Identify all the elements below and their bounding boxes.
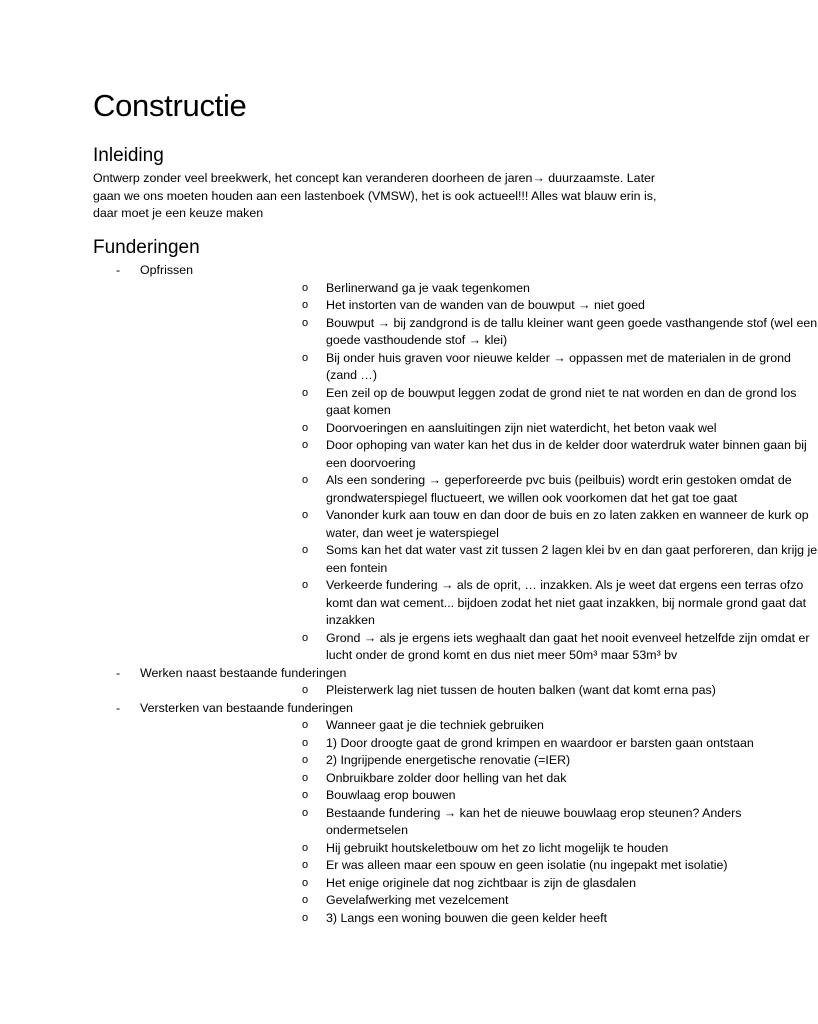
sub-list-item <box>140 717 818 735</box>
inleiding-paragraph: Ontwerp zonder veel breekwerk, het concept kan veranderen doorheen de jaren→ duurzaamste. Later gaan we ons moeten houden aan een lastenboek (VMSW), het is ook actueel!!! Alles wat blauw erin is, daar moet je een keuze maken <box>93 171 657 220</box>
funderingen-list <box>0 262 818 927</box>
circle-bullet-icon: o <box>302 719 309 731</box>
circle-bullet-icon: o <box>302 421 309 434</box>
sub-list-item-text: Bouwlaag erop bouwen <box>326 788 456 802</box>
sub-list-item <box>140 420 818 438</box>
sub-list-item <box>140 805 818 840</box>
sub-list-item <box>140 507 818 542</box>
sub-list-item-text: Verkeerde fundering → als de oprit, … inzakken. Als je weet dat ergens een terras ofzo komt dan wat cement... bijdoen zodat het niet gaat inzakken, bij normale grond gaat dat inzakken <box>326 578 807 627</box>
sub-list-item <box>140 385 818 420</box>
list-item-label: Versterken van bestaande funderingen <box>140 700 353 715</box>
sub-list-item-text: Onbruikbare zolder door helling van het dak <box>326 770 567 785</box>
sub-list-item-text: Pleisterwerk lag niet tussen de houten balken (want dat komt erna pas) <box>326 683 716 697</box>
circle-bullet-icon: o <box>302 509 309 521</box>
sub-list-item <box>140 350 818 385</box>
circle-bullet-icon: o <box>302 579 309 591</box>
sub-list-item <box>140 437 818 472</box>
circle-bullet-icon: o <box>302 544 309 556</box>
sub-list-item <box>140 770 818 788</box>
list-item <box>0 262 818 665</box>
circle-bullet-icon: o <box>302 351 309 364</box>
sub-list-item <box>140 892 818 910</box>
circle-bullet-icon: o <box>302 859 309 871</box>
circle-bullet-icon: o <box>302 439 309 451</box>
circle-bullet-icon: o <box>302 754 309 766</box>
sub-list-item <box>140 735 818 753</box>
sub-list-item-text: Doorvoeringen en aansluitingen zijn niet waterdicht, het beton vaak wel <box>326 420 717 435</box>
sub-list-item-text: Bestaande fundering → kan het de nieuwe bouwlaag erop steunen? Anders ondermetselen <box>326 805 742 837</box>
heading-inleiding: Inleiding <box>93 145 164 166</box>
sub-list-item-text: 2) Ingrijpende energetische renovatie (=IER) <box>326 753 571 767</box>
sub-list-item-text: Vanonder kurk aan touw en dan door de buis en zo laten zakken en wanneer de kurk op water, dan weet je waterspiegel <box>326 508 809 540</box>
circle-bullet-icon: o <box>302 876 309 889</box>
sub-list-item <box>140 682 818 700</box>
circle-bullet-icon: o <box>302 281 309 294</box>
sub-list-item-text: Door ophoping van water kan het dus in de kelder door waterdruk water binnen gaan bij een doorvoering <box>326 438 807 470</box>
sub-list-item <box>140 542 818 577</box>
sub-list-item <box>140 840 818 858</box>
list-item-label: Opfrissen <box>140 263 194 277</box>
circle-bullet-icon: o <box>302 474 309 486</box>
document-title: Constructie <box>93 88 247 123</box>
sub-list-item <box>140 472 818 507</box>
sub-list-item-text: Bouwput → bij zandgrond is de tallu kleiner want geen goede vasthangende stof (wel een goede vasthoudende stof → klei) <box>326 315 818 347</box>
sub-list-item <box>140 910 818 928</box>
sub-list-item <box>140 752 818 770</box>
circle-bullet-icon: o <box>302 771 309 784</box>
circle-bullet-icon: o <box>302 386 309 399</box>
list-item-label: Werken naast bestaande funderingen <box>140 665 347 680</box>
sub-list-item-text: Grond → als je ergens iets weghaalt dan gaat het nooit evenveel hetzelfde zijn omdat er lucht onder de grond komt en dus niet meer 50m³ maar 53m³ bv <box>326 630 810 662</box>
circle-bullet-icon: o <box>302 631 309 644</box>
sub-list-item-text: Als een sondering → geperforeerde pvc buis (peilbuis) wordt erin gestoken omdat de grondwaterspiegel fluctueert, we willen ook voorkomen dat het gat toe gaat <box>326 473 792 505</box>
sub-list-item <box>140 787 818 805</box>
sub-list-item <box>140 280 818 298</box>
circle-bullet-icon: o <box>302 894 309 906</box>
sub-list-item-text: Berlinerwand ga je vaak tegenkomen <box>326 280 530 295</box>
sub-list-item-text: Soms kan het dat water vast zit tussen 2 lagen klei bv en dan gaat perforeren, dan krijg je een fontein <box>326 543 818 575</box>
sub-list-item-text: Hij gebruikt houtskeletbouw om het zo licht mogelijk te houden <box>326 840 669 855</box>
sub-list <box>140 280 818 665</box>
circle-bullet-icon: o <box>302 316 309 329</box>
circle-bullet-icon: o <box>302 806 309 819</box>
sub-list-item-text: Het instorten van de wanden van de bouwput → niet goed <box>326 298 645 312</box>
sub-list-item-text: Er was alleen maar een spouw en geen isolatie (nu ingepakt met isolatie) <box>326 858 728 872</box>
circle-bullet-icon: o <box>302 789 309 801</box>
sub-list-item <box>140 297 818 315</box>
sub-list-item-text: Het enige originele dat nog zichtbaar is zijn de glasdalen <box>326 875 636 890</box>
sub-list-item <box>140 315 818 350</box>
sub-list-item <box>140 630 818 665</box>
dash-bullet-icon: - <box>116 263 121 277</box>
sub-list-item-text: 3) Langs een woning bouwen die geen kelder heeft <box>326 910 608 925</box>
sub-list-item-text: Gevelafwerking met vezelcement <box>326 893 509 907</box>
circle-bullet-icon: o <box>302 911 309 924</box>
sub-list-item-text: Wanneer gaat je die techniek gebruiken <box>326 718 544 732</box>
sub-list-item <box>140 875 818 893</box>
sub-list-item <box>140 857 818 875</box>
heading-funderingen: Funderingen <box>93 237 200 258</box>
circle-bullet-icon: o <box>302 684 309 696</box>
circle-bullet-icon: o <box>302 736 309 749</box>
sub-list-item-text: Een zeil op de bouwput leggen zodat de grond niet te nat worden en dan de grond los gaat komen <box>326 385 797 417</box>
list-item <box>0 665 768 700</box>
circle-bullet-icon: o <box>302 841 309 854</box>
sub-list <box>140 717 768 927</box>
sub-list-item-text: 1) Door droogte gaat de grond krimpen en waardoor er barsten gaan ontstaan <box>326 735 754 750</box>
list-item <box>0 700 768 928</box>
sub-list-item <box>140 577 818 630</box>
dash-bullet-icon: - <box>116 700 121 715</box>
sub-list-item-text: Bij onder huis graven voor nieuwe kelder → oppassen met de materialen in de grond (zand …) <box>326 350 791 382</box>
sub-list <box>140 682 768 700</box>
dash-bullet-icon: - <box>116 665 121 680</box>
circle-bullet-icon: o <box>302 299 309 311</box>
